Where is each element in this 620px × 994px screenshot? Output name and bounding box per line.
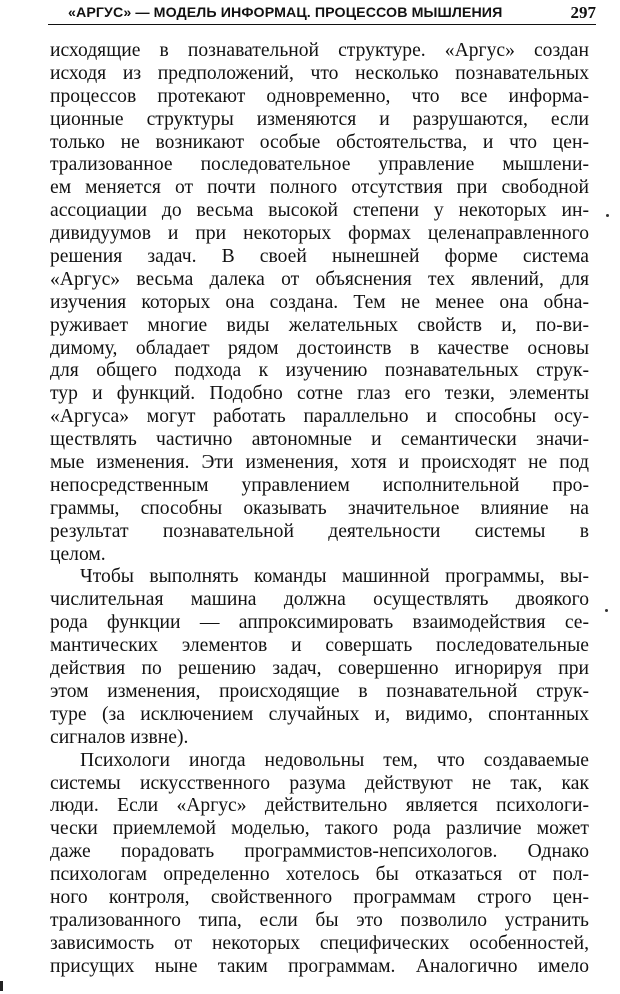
text-line: тур и функций. Подобно сотне глаз его тезки, элементы — [50, 383, 589, 405]
text-line: ного контроля, свойственного программам строго цен- — [50, 886, 589, 908]
text-line: чески приемлемой моделью, такого рода различие может — [50, 818, 589, 840]
text-line: дивидуумов и при некоторых формах целенаправленного — [50, 223, 589, 245]
text-line: решения задач. В своей нынешней форме система — [50, 246, 589, 268]
paragraph — [50, 566, 589, 749]
text-line: трализованного типа, если бы это позволило устранить — [50, 909, 589, 931]
text-line: исходящие в познавательной структуре. «Аргус» создан — [50, 40, 589, 61]
text-line: «Аргуса» могут работать параллельно и способны осу- — [50, 406, 589, 428]
paragraph — [50, 750, 589, 979]
text-line: психологам определенно хотелось бы отказаться от пол- — [50, 864, 589, 886]
text-line: рода функции — аппроксимировать взаимодействия се- — [50, 612, 589, 634]
text-line: присущих ныне таким программам. Аналогично имело — [50, 955, 589, 977]
text-line: целом. — [50, 543, 106, 565]
text-line: Психологи иногда недовольны тем, что создаваемые — [80, 749, 589, 771]
text-line: непосредственным управлением исполнительной про- — [50, 474, 589, 496]
running-head-title: «АРГУС» — МОДЕЛЬ ИНФОРМАЦ. ПРОЦЕССОВ МЫШЛЕНИЯ — [68, 5, 503, 21]
page-body — [50, 40, 589, 979]
margin-speck — [606, 214, 609, 217]
text-line: зависимость от некоторых специфических особенностей, — [50, 932, 589, 954]
text-line: мантических элементов и совершать последовательные — [50, 635, 589, 657]
text-line: трализованное последовательное управление мышлени- — [50, 154, 589, 176]
text-line: Чтобы выполнять команды машинной программы, вы- — [80, 566, 589, 588]
text-line: только не возникают особые обстоятельства, и что цен- — [50, 131, 589, 153]
text-line: мые изменения. Эти изменения, хотя и происходят не под — [50, 452, 589, 474]
text-line: туре (за исключением случайных и, видимо, спонтанных — [50, 703, 589, 725]
text-line: граммы, способны оказывать значительное влияние на — [50, 497, 589, 519]
text-line: ционные структуры изменяются и разрушаются, если — [50, 108, 589, 130]
text-line: «Аргус» весьма далека от объяснения тех явлений, для — [50, 268, 589, 290]
text-line: изучения которых она создана. Тем не менее она обна- — [50, 291, 589, 313]
scan-corner-mark — [0, 981, 3, 991]
text-line: ществлять частично автономные и семантически значи- — [50, 429, 589, 451]
page-number: 297 — [570, 3, 596, 22]
text-line: ассоциации до весьма высокой степени у некоторых ин- — [50, 200, 589, 222]
paragraph — [50, 40, 589, 566]
text-line: даже порадовать программистов-непсихологов. Однако — [50, 841, 589, 863]
text-line: результат познавательной деятельности системы в — [50, 520, 589, 542]
text-line: исходя из предположений, что несколько познавательных — [50, 62, 589, 84]
margin-speck — [605, 609, 608, 612]
text-line: для общего подхода к изучению познавательных струк- — [50, 360, 589, 382]
text-line: этом изменения, происходящие в познавательной струк- — [50, 680, 589, 702]
text-line: руживает многие виды желательных свойств и, по-ви- — [50, 314, 589, 336]
text-line: процессов протекают одновременно, что все информа- — [50, 85, 589, 107]
text-line: димому, обладает рядом достоинств в качестве основы — [50, 337, 589, 359]
text-line: системы искусственного разума действуют не так, как — [50, 772, 589, 794]
text-line: ем меняется от почти полного отсутствия при свободной — [50, 177, 589, 199]
running-header — [48, 2, 596, 25]
text-line: сигналов извне). — [50, 726, 189, 748]
text-line: числительная машина должна осуществлять двоякого — [50, 589, 589, 611]
text-line: люди. Если «Аргус» действительно является психологи- — [50, 795, 589, 817]
text-line: действия по решению задач, совершенно игнорируя при — [50, 658, 589, 680]
